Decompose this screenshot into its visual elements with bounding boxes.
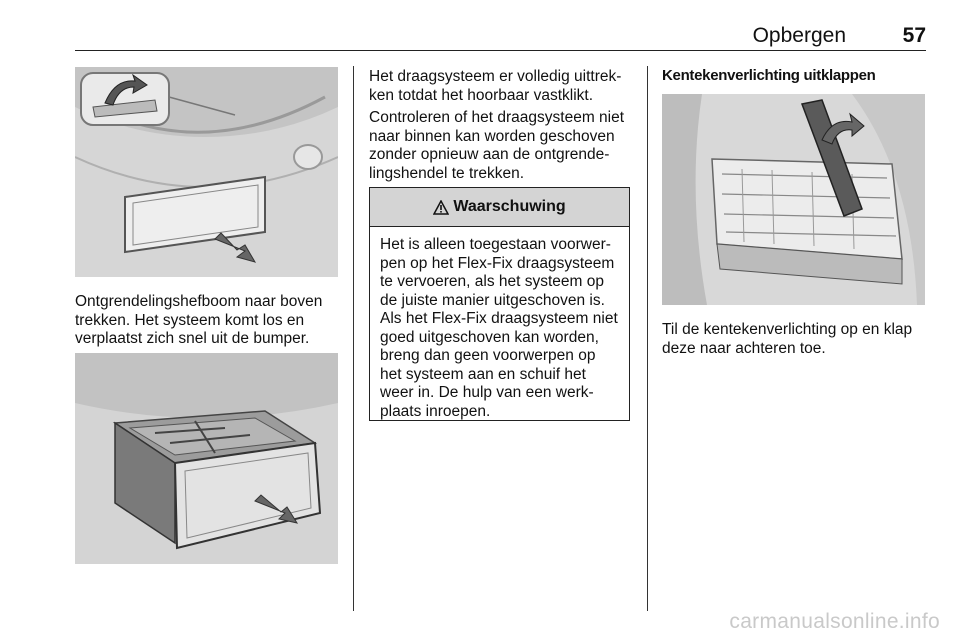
paragraph-check-locked — [369, 109, 624, 183]
text-line: Het is alleen toegestaan voorwer- — [380, 236, 611, 253]
text-line: goed uitgeschoven kan worden, — [380, 328, 599, 346]
text-line: pen op het Flex-Fix draagsysteem — [380, 254, 615, 272]
text-line: zonder opnieuw aan de ontgrende- — [369, 146, 610, 163]
warning-text — [380, 236, 618, 421]
subheading-licence-lamp: Kentekenverlichting uitklappen — [662, 67, 876, 84]
warning-header — [370, 188, 629, 227]
paragraph-extend-fully — [369, 68, 621, 105]
text-line: trekken. Het systeem komt los en — [75, 311, 305, 329]
licence-lamp-fold-out-illustration — [662, 94, 925, 305]
text-line: Controleren of het draagsysteem niet — [369, 109, 625, 126]
text-line: Til de kentekenverlichting op en klap — [662, 321, 913, 338]
watermark: carmanualsonline.info — [729, 610, 940, 633]
text-line: plaats inroepen. — [380, 402, 491, 420]
text-line: breng dan geen voorwerpen op — [380, 347, 596, 364]
flexfix-carrier-extended-illustration — [75, 353, 338, 564]
text-line: het systeem aan en schuif het — [380, 365, 586, 383]
text-line: te vervoeren, als het systeem op — [380, 273, 605, 290]
text-line: Als het Flex-Fix draagsysteem niet — [380, 310, 618, 327]
bumper-release-lever-illustration — [75, 67, 338, 277]
caption-release-lever — [75, 293, 322, 349]
text-line: weer in. De hulp van een werk- — [380, 384, 594, 401]
text-line: ken totdat het hoorbaar vastklikt. — [369, 86, 594, 104]
text-line: verplaatst zich snel uit de bumper. — [75, 330, 310, 347]
text-line: Het draagsysteem er volledig uittrek- — [369, 68, 622, 85]
text-line: lingshendel te trekken. — [369, 164, 525, 182]
warning-box — [369, 187, 630, 421]
text-line: Ontgrendelingshefboom naar boven — [75, 293, 323, 310]
page-header — [75, 22, 926, 51]
column-divider-2 — [647, 66, 648, 611]
caption-licence-lamp — [662, 321, 912, 358]
text-line: de juiste manier uitgeschoven is. — [380, 291, 605, 309]
warning-title: Waarschuwing — [453, 198, 566, 215]
text-line: naar binnen kan worden geschoven — [369, 127, 615, 145]
text-line: deze naar achteren toe. — [662, 339, 826, 357]
page-number: 57 — [902, 24, 926, 47]
warning-triangle-icon — [433, 200, 449, 215]
section-title: Opbergen — [752, 24, 846, 47]
column-divider-1 — [353, 66, 354, 611]
